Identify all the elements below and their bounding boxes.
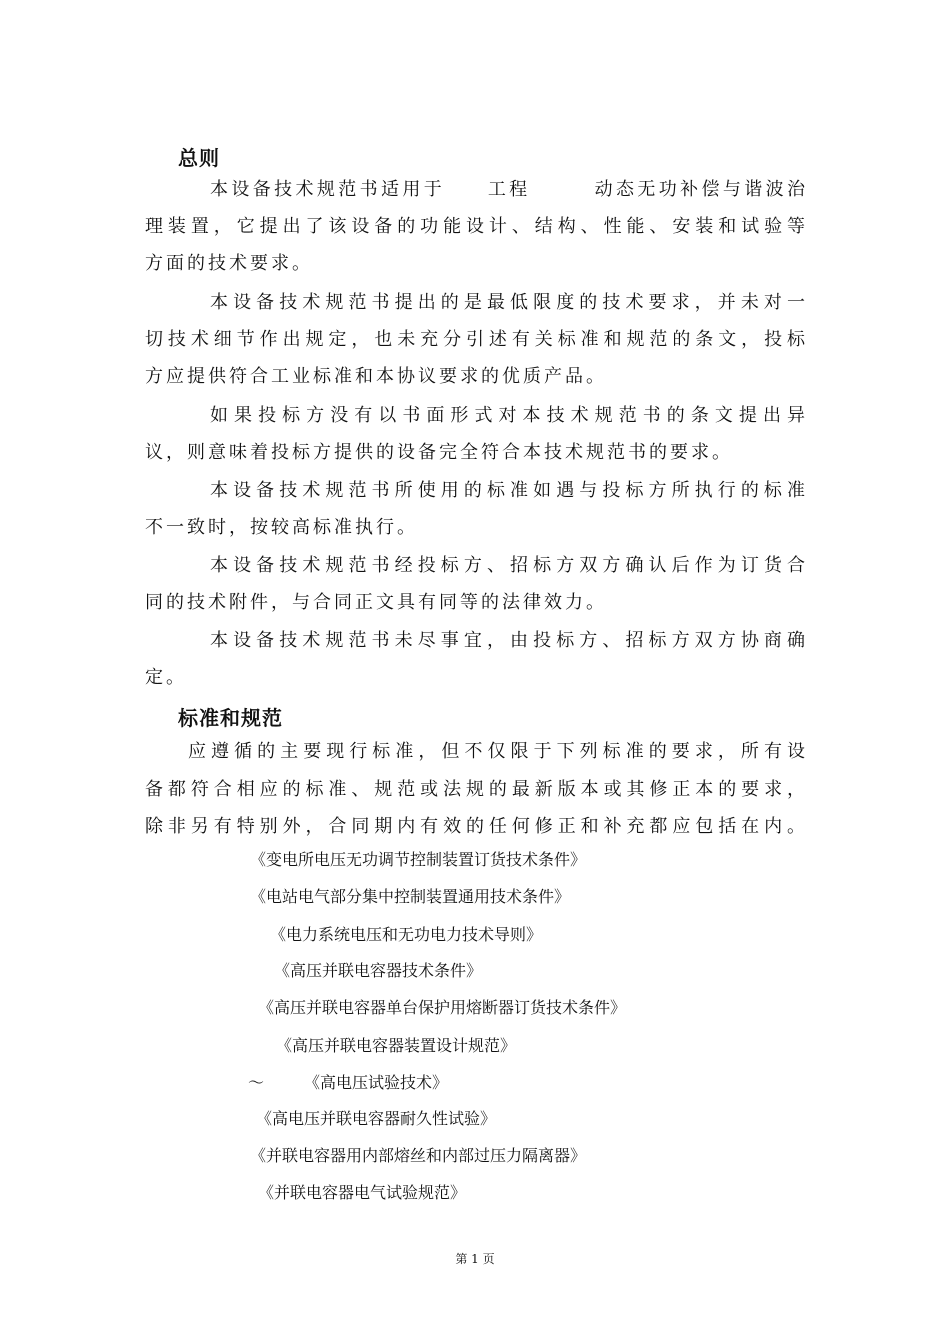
standard-item: 《并联电容器用内部熔丝和内部过压力隔离器》 <box>250 1146 587 1165</box>
paragraph-line: 应遵循的主要现行标准，但不仅限于下列标准的要求，所有设 <box>188 741 805 762</box>
paragraph-line: 理装置，它提出了该设备的功能设计、结构、性能、安装和试验等 <box>145 216 805 237</box>
standard-item: 《高压并联电容器技术条件》 <box>274 961 483 980</box>
standard-item: 《高压并联电容器单台保护用熔断器订货技术条件》 <box>258 998 627 1017</box>
paragraph-line: 本设备技术规范书适用于 工程 动态无功补偿与谐波治 <box>210 179 805 200</box>
page-number: 第 1 页 <box>455 1252 495 1266</box>
standard-item: 《并联电容器电气试验规范》 <box>258 1183 467 1202</box>
section-heading-standards: 标准和规范 <box>178 706 283 730</box>
paragraph-line: 本设备技术规范书经投标方、招标方双方确认后作为订货合 <box>210 555 805 576</box>
paragraph-line: 定。 <box>145 667 187 688</box>
paragraph-line: 本设备技术规范书所使用的标准如遇与投标方所执行的标准 <box>210 480 805 501</box>
paragraph-line: 切技术细节作出规定，也未充分引述有关标准和规范的条文，投标 <box>145 329 805 350</box>
standard-item: ～ 《高电压试验技术》 <box>248 1073 449 1092</box>
standard-item: 《变电所电压无功调节控制装置订货技术条件》 <box>250 850 587 869</box>
paragraph-line: 方面的技术要求。 <box>145 253 313 274</box>
paragraph-line: 除非另有特别外，合同期内有效的任何修正和补充都应包括在内。 <box>145 816 805 837</box>
paragraph-line: 本设备技术规范书未尽事宜，由投标方、招标方双方协商确 <box>210 630 805 651</box>
paragraph-line: 本设备技术规范书提出的是最低限度的技术要求，并未对一 <box>210 292 805 313</box>
paragraph-line: 议，则意味着投标方提供的设备完全符合本技术规范书的要求。 <box>145 442 733 463</box>
standard-item: 《电站电气部分集中控制装置通用技术条件》 <box>250 887 571 906</box>
paragraph-line: 如果投标方没有以书面形式对本技术规范书的条文提出异 <box>210 405 805 426</box>
section-heading-general: 总则 <box>178 146 220 170</box>
paragraph-line: 同的技术附件，与合同正文具有同等的法律效力。 <box>145 592 607 613</box>
standard-item: 《电力系统电压和无功电力技术导则》 <box>270 925 543 944</box>
paragraph-line: 方应提供符合工业标准和本协议要求的优质产品。 <box>145 366 607 387</box>
paragraph-line: 不一致时，按较高标准执行。 <box>145 517 418 538</box>
standard-item: 《高电压并联电容器耐久性试验》 <box>256 1109 497 1128</box>
paragraph-line: 备都符合相应的标准、规范或法规的最新版本或其修正本的要求， <box>145 779 805 800</box>
standard-item: 《高压并联电容器装置设计规范》 <box>276 1036 517 1055</box>
